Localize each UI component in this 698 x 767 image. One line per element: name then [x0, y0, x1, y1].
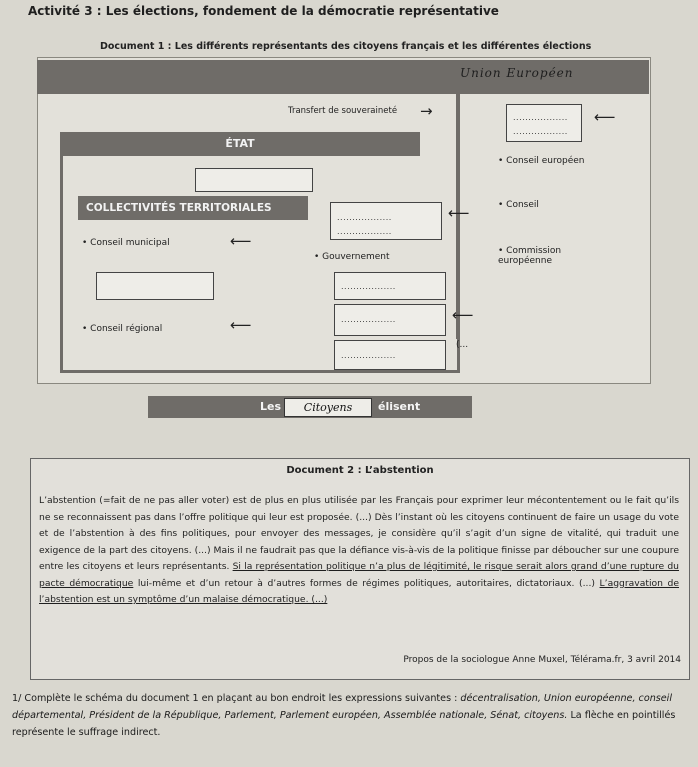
blank-line: .................. [337, 227, 392, 236]
etat-blank-box[interactable] [195, 168, 313, 192]
transfer-arrow-icon: → [420, 102, 433, 120]
elisent-label: élisent [378, 400, 421, 413]
conseil-regional-label: • Conseil régional [82, 324, 163, 334]
question-end: La flèche en pointillés représente le suffrage indirect. [12, 710, 676, 738]
gouvernement-label: • Gouvernement [314, 252, 390, 262]
doc2-box [30, 458, 690, 680]
dotted-arrow-label: (... [456, 340, 469, 350]
doc1-caption: Document 1 : Les différents représentants des citoyens français et les différentes élections [100, 41, 592, 52]
state-blank-box-1[interactable] [330, 202, 442, 240]
activity-title: Activité 3 : Les élections, fondement de la démocratie représentative [28, 4, 499, 18]
state-blank-box-4[interactable] [334, 340, 446, 370]
blank-line: .................. [341, 282, 396, 291]
state-blank-box-3[interactable] [334, 304, 446, 336]
doc2-source: Propos de la sociologue Anne Muxel, Télérama.fr, 3 avril 2014 [403, 655, 681, 665]
doc2-paragraph-end: lui-même et d’un retour à d’autres formes de régimes politiques, autoritaires, dictatoriaux. (...) [133, 577, 595, 589]
citizens-handwritten[interactable]: Citoyens [284, 398, 372, 417]
blank-line: .................. [341, 315, 396, 324]
blank-line: .................. [513, 127, 568, 136]
conseil-europeen-label: • Conseil européen [498, 156, 585, 166]
blank-line: .................. [341, 351, 396, 360]
left-arrow-icon: ⟵ [230, 232, 252, 250]
question-1 [12, 690, 690, 741]
conseil-municipal-label: • Conseil municipal [82, 238, 170, 248]
citizens-bar [148, 396, 472, 418]
left-arrow-icon: ⟵ [230, 316, 252, 334]
left-arrow-icon: ⟵ [452, 306, 474, 324]
question-lead: 1/ Complète le schéma du document 1 en plaçant au bon endroit les expressions suivantes : [12, 693, 461, 704]
left-arrow-icon: ⟵ [594, 108, 616, 126]
les-label: Les [260, 400, 282, 413]
state-blank-box-2[interactable] [334, 272, 446, 300]
etat-bar: ÉTAT [60, 132, 420, 156]
blank-line: .................. [513, 113, 568, 122]
doc2-paragraph: L’abstention (=fait de ne pas aller voter) est de plus en plus utilisée par les Français pour exprimer leur mécontentement ou le fait qu’ils ne se reconnaissent pas dans l’offre politique qui leur est proposée. (...) Dès l’instant où les citoyens continuent de faire un usage du vote et de l’abstention à des fins politiques, pour envoyer des messages, je considère qu’il s’agit d’un signe de vitalité, qui traduit une exigence de la part des citoyens. (...) Mais il ne faudrait pas que la défiance vis-à-vis de la politique finisse par déboucher sur une coupure entre les citoyens et leurs représentants. [39, 495, 679, 572]
eu-handwritten-label: Union Européen [460, 66, 574, 80]
doc2-underlined: Si la représentation politique n’a plus de légitimité, le risque serait alors grand d’une rupture du pacte démocratique [39, 561, 680, 589]
doc2-title: Document 2 : L’abstention [286, 465, 434, 476]
transfer-label: Transfert de souveraineté [288, 106, 398, 116]
commission-label: • Commission européenne [498, 246, 562, 266]
conseil-label: • Conseil [498, 200, 539, 210]
municipal-blank-box[interactable] [96, 272, 214, 300]
left-arrow-icon: ⟵ [448, 204, 470, 222]
blank-line: .................. [337, 213, 392, 222]
question-terms: décentralisation, Union européenne, conseil départemental, Président de la République, Parlement, Parlement européen, Assemblée nationale, Sénat, citoyens. [12, 693, 673, 721]
doc2-underlined-2: L’aggravation de l’abstention est un symptôme d’un malaise démocratique. (...) [39, 577, 679, 605]
collectivites-bar: COLLECTIVITÉS TERRITORIALES [78, 196, 308, 220]
doc2-text [39, 493, 679, 609]
eu-blank-box[interactable] [506, 104, 582, 142]
